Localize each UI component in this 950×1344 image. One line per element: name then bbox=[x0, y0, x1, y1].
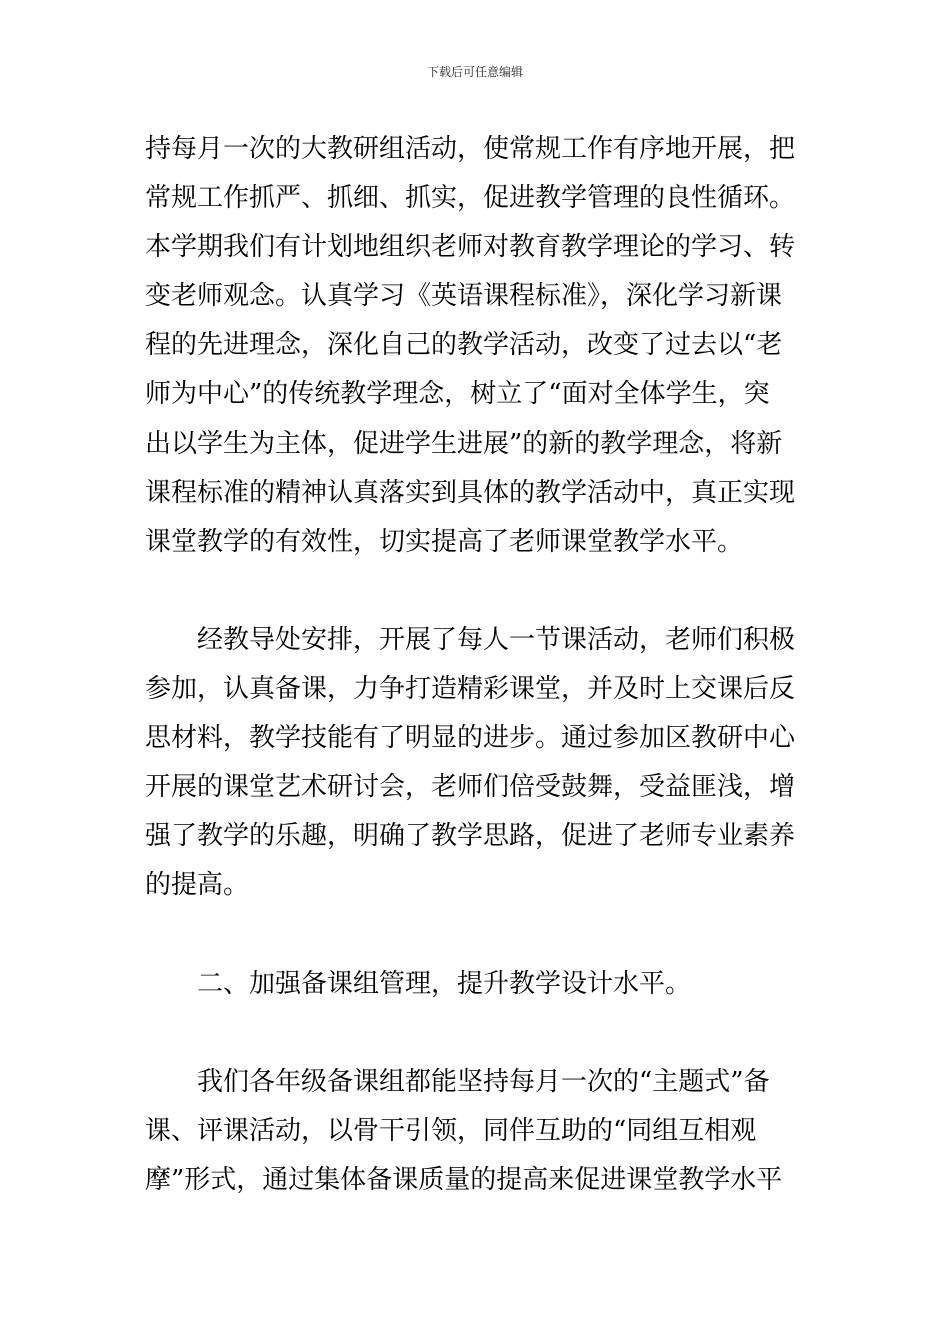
text-line: 变老师观念。认真学习《英语课程标准》，深化学习新课 bbox=[145, 281, 783, 312]
text-line: 经教导处安排，开展了每人一节课活动，老师们积极 bbox=[197, 624, 796, 655]
text-line: 持每月一次的大教研组活动，使常规工作有序地开展，把 bbox=[145, 134, 796, 164]
text-line: 常规工作抓严、抓细、抓实，促进教学管理的良性循环。 bbox=[145, 183, 796, 214]
text-line: 课、评课活动，以骨干引领，同伴互助的“同组互相观 bbox=[145, 1115, 757, 1146]
text-line: 参加，认真备课，力争打造精彩课堂，并及时上交课后反 bbox=[145, 674, 796, 705]
paragraph-spacer bbox=[145, 911, 807, 960]
text-line: 出以学生为主体，促进学生进展”的新的教学理念，将新 bbox=[145, 428, 783, 459]
text-line: 的提高。 bbox=[145, 870, 250, 901]
text-line: 开展的课堂艺术研讨会，老师们倍受鼓舞，受益匪浅，增 bbox=[145, 772, 796, 803]
text-line: 我们各年级备课组都能坚持每月一次的“主题式”备 bbox=[197, 1066, 770, 1097]
text-line: 课程标准的精神认真落实到具体的教学活动中，真正实现 bbox=[145, 477, 796, 508]
heading-line: 二、加强备课组管理，提升教学设计水平。 bbox=[197, 968, 692, 999]
paragraph-1 bbox=[145, 125, 807, 567]
text-line: 强了教学的乐趣，明确了教学思路，促进了老师专业素养 bbox=[145, 821, 796, 852]
text-line: 师为中心”的传统教学理念，树立了“面对全体学生，突 bbox=[145, 379, 770, 410]
text-line: 程的先进理念，深化自己的教学活动，改变了过去以“老 bbox=[145, 330, 783, 361]
text-line: 摩”形式，通过集体备课质量的提高来促进课堂教学水平 bbox=[145, 1164, 783, 1195]
text-line: 思材料，教学技能有了明显的进步。通过参加区教研中心 bbox=[145, 723, 796, 754]
paragraph-2 bbox=[145, 616, 807, 911]
section-heading bbox=[145, 960, 807, 1009]
paragraph-3 bbox=[145, 1058, 807, 1205]
document-body bbox=[145, 125, 807, 1205]
text-line: 本学期我们有计划地组织老师对教育教学理论的学习、转 bbox=[145, 232, 796, 263]
text-line: 课堂教学的有效性，切实提高了老师课堂教学水平。 bbox=[145, 526, 744, 557]
paragraph-spacer bbox=[145, 1009, 807, 1058]
page-header: 下载后可任意编辑 bbox=[426, 65, 523, 79]
paragraph-spacer bbox=[145, 567, 807, 616]
